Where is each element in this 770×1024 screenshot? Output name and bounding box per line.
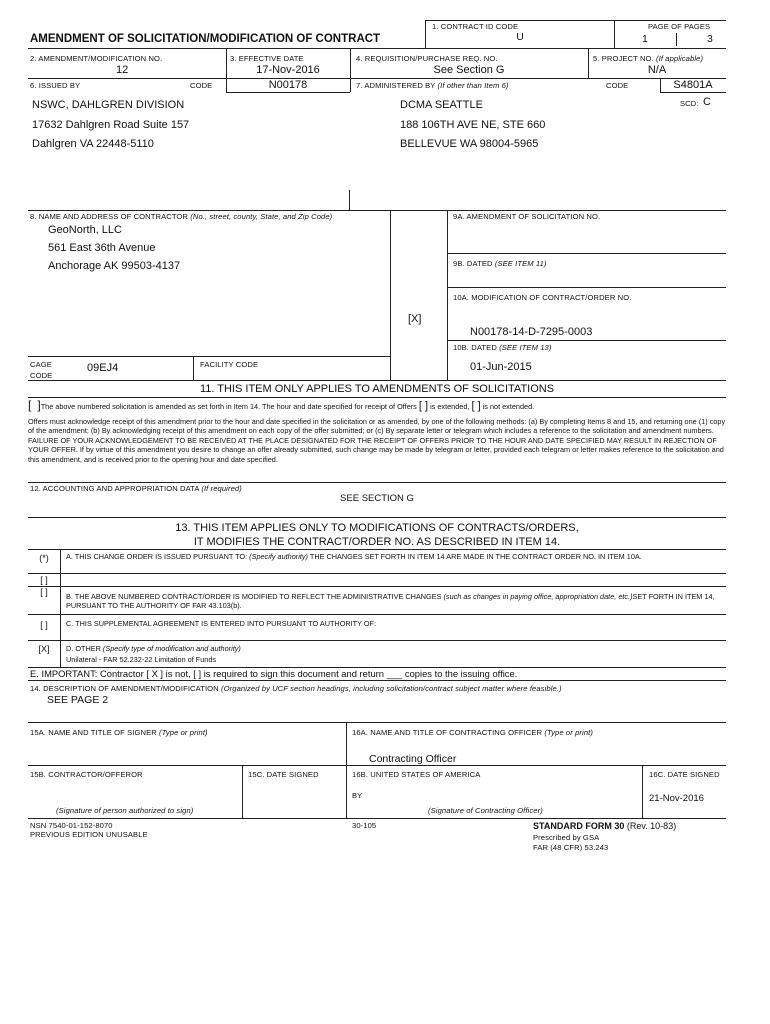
issuer-line-3: Dahlgren VA 22448-5110	[32, 138, 154, 150]
form-title: AMENDMENT OF SOLICITATION/MODIFICATION OF CONTRACT	[30, 33, 381, 45]
item11-instructions: Offers must acknowledge receipt of this amendment prior to the hour and date specified in the solicitation or as amended, by one of the following methods: (a) By completing Items 8 and 15, and returning one (1) copy of the amendment; (b) By acknowledging receipt of this amendment on each copy of the offer submitted; or (c) By separate letter or telegram which includes a reference to the solicitation and amendment numbers. FAILURE OF YOUR ACKNOWLEDGEMENT TO BE RECEIVED AT THE PLACE DESIGNATED FOR THE RECEIPT OF OFFERS PRIOR TO THE HOUR AND DATE SPECIFIED MAY RESULT IN REJECTION OF YOUR OFFER. If by virtue of this amendment you desire to change an offer already submitted, such change may be made by telegram or letter, provided each telegram or letter makes reference to the solicitation and this amendment, and is received prior to the opening hour and date specified.	[28, 417, 726, 464]
cage-code: 09EJ4	[87, 362, 119, 374]
item13d-mark[interactable]: [X]	[38, 644, 50, 654]
modification-contract-number: N00178-14-D-7295-0003	[470, 326, 593, 338]
contracting-officer-date-signed: 21-Nov-2016	[649, 793, 704, 804]
scd-label: SCD:	[680, 99, 699, 108]
box5-label: 5. PROJECT NO. (If applicable)	[593, 54, 704, 63]
pages-label: PAGE OF PAGES	[648, 22, 711, 31]
item13d-authority: Unilateral - FAR 52.232-22 Limitation of Funds	[66, 655, 217, 664]
item11-header: 11. THIS ITEM ONLY APPLIES TO AMENDMENTS OF SOLICITATIONS	[199, 383, 555, 395]
extended-checkbox[interactable]: [ ]	[418, 400, 429, 412]
box8-label: 8. NAME AND ADDRESS OF CONTRACTOR (No., street, county, State, and Zip Code)	[30, 212, 333, 221]
nsn-number: NSN 7540-01-152-8070	[30, 821, 113, 830]
box15a-label: 15A. NAME AND TITLE OF SIGNER (Type or print)	[30, 728, 208, 737]
previous-edition-note: PREVIOUS EDITION UNUSABLE	[30, 830, 148, 839]
by-label: BY	[352, 791, 363, 800]
scd-value: C	[703, 96, 711, 108]
modification-dated: 01-Jun-2015	[470, 361, 532, 373]
admin-line-1: DCMA SEATTLE	[400, 99, 483, 111]
contractor-line-1: GeoNorth, LLC	[48, 224, 122, 236]
item13-header-1: 13. THIS ITEM APPLIES ONLY TO MODIFICATIONS OF CONTRACTS/ORDERS,	[175, 522, 579, 534]
project-number: N/A	[647, 64, 667, 76]
box4-label: 4. REQUISITION/PURCHASE REQ. NO.	[356, 54, 498, 63]
not-required-checkbox[interactable]: [ X ]	[146, 668, 164, 679]
item11-line1: [ ]The above numbered solicitation is amended as set forth in Item 14. The hour and date specified for receipt of Offers [ ] is extended, [ ] is not extended.	[28, 398, 535, 412]
item12-label: 12. ACCOUNTING AND APPROPRIATION DATA (If required)	[30, 484, 242, 493]
item13-blank-mark[interactable]: [ ]	[40, 575, 48, 585]
page-number: 1	[642, 33, 648, 45]
box10-checkbox[interactable]: [X]	[408, 313, 422, 325]
box15c-label: 15C. DATE SIGNED	[248, 770, 319, 779]
far-reference: FAR (48 CFR) 53.243	[533, 843, 609, 852]
cage-label-1: CAGE	[30, 360, 52, 369]
item13b-mark[interactable]: [ ]	[40, 587, 48, 597]
admin-line-3: BELLEVUE WA 98004-5965	[400, 138, 539, 150]
issuer-line-1: NSWC, DAHLGREN DIVISION	[32, 99, 185, 111]
box10a-label: 10A. MODIFICATION OF CONTRACT/ORDER NO.	[453, 293, 632, 302]
box16c-label: 16C. DATE SIGNED	[649, 770, 720, 779]
requisition-number: See Section G	[433, 64, 505, 76]
box6-code-label: CODE	[190, 81, 213, 90]
box16a-label: 16A. NAME AND TITLE OF CONTRACTING OFFICER (Type or print)	[352, 728, 593, 737]
amendment-number: 12	[116, 64, 129, 76]
not-extended-checkbox[interactable]: [ ]	[471, 400, 481, 412]
total-pages: 3	[707, 33, 713, 45]
box9b-label: 9B. DATED (SEE ITEM 11)	[453, 259, 547, 268]
item13c-mark[interactable]: [ ]	[40, 620, 48, 630]
item14-description: SEE PAGE 2	[47, 694, 109, 706]
item13a-mark[interactable]: (*)	[39, 553, 49, 563]
contractor-line-3: Anchorage AK 99503-4137	[48, 260, 181, 272]
box7-label: 7. ADMINISTERED BY (If other than Item 6)	[356, 81, 509, 90]
item13-header-2: IT MODIFIES THE CONTRACT/ORDER NO. AS DESCRIBED IN ITEM 14.	[193, 536, 561, 548]
item13b-text: B. THE ABOVE NUMBERED CONTRACT/ORDER IS MODIFIED TO REFLECT THE ADMINISTRATIVE CHANGES (such as changes in paying office, appropriation date, etc.)SET FORTH IN ITEM 14, PURSUANT TO THE AUTHORITY OF FAR 43.103(b).	[66, 592, 715, 611]
box15b-label: 15B. CONTRACTOR/OFFEROR	[30, 770, 143, 779]
officer-signature-note: (Signature of Contracting Officer)	[428, 806, 543, 815]
item11-open-bracket[interactable]: [	[28, 398, 32, 412]
contract-id-code: U	[516, 31, 524, 43]
box2-label: 2. AMENDMENT/MODIFICATION NO.	[30, 54, 163, 63]
box16b-label: 16B. UNITED STATES OF AMERICA	[352, 770, 481, 779]
contractor-line-2: 561 East 36th Avenue	[48, 242, 156, 254]
administered-by-code: S4801A	[673, 79, 713, 91]
cage-label-2: CODE	[30, 371, 53, 380]
issuer-line-2: 17632 Dahlgren Road Suite 157	[32, 119, 190, 131]
box9a-label: 9A. AMENDMENT OF SOLICITATION NO.	[453, 212, 601, 221]
box1-label: 1. CONTRACT ID CODE	[432, 22, 519, 31]
effective-date: 17-Nov-2016	[256, 64, 320, 76]
box3-label: 3. EFFECTIVE DATE	[230, 54, 304, 63]
box10b-label: 10B. DATED (SEE ITEM 13)	[453, 343, 552, 352]
box6-label: 6. ISSUED BY	[30, 81, 81, 90]
item14-label: 14. DESCRIPTION OF AMENDMENT/MODIFICATION (Organized by UCF section headings, including solicitation/contract subject matter where feasible.)	[30, 684, 562, 693]
item13a-text: A. THIS CHANGE ORDER IS ISSUED PURSUANT TO: (Specify authority) THE CHANGES SET FORTH IN ITEM 14 ARE MADE IN THE CONTRACT ORDER NO. IN ITEM 10A.	[66, 552, 642, 561]
standard-form-label: STANDARD FORM 30 (Rev. 10-83)	[533, 821, 677, 831]
required-checkbox[interactable]: [ ]	[193, 668, 202, 679]
contracting-officer-title: Contracting Officer	[369, 753, 457, 765]
form-code: 30-105	[352, 821, 377, 830]
item13d-text: D. OTHER (Specify type of modification and authority)	[66, 644, 241, 653]
accounting-data: SEE SECTION G	[340, 493, 414, 504]
box7-code-label: CODE	[606, 81, 629, 90]
contractor-signature-note: (Signature of person authorized to sign)	[56, 806, 194, 815]
facility-code-label: FACILITY CODE	[200, 360, 259, 369]
item-e-important: E. IMPORTANT: Contractor [ X ] is not, [ ] is required to sign this document and return ___ copies to the issuing office.	[30, 668, 518, 679]
admin-line-2: 188 106TH AVE NE, STE 660	[400, 119, 546, 131]
prescribed-by: Prescribed by GSA	[533, 833, 600, 842]
item13c-text: C. THIS SUPPLEMENTAL AGREEMENT IS ENTERED INTO PURSUANT TO AUTHORITY OF:	[66, 619, 377, 628]
issued-by-code: N00178	[268, 79, 308, 91]
